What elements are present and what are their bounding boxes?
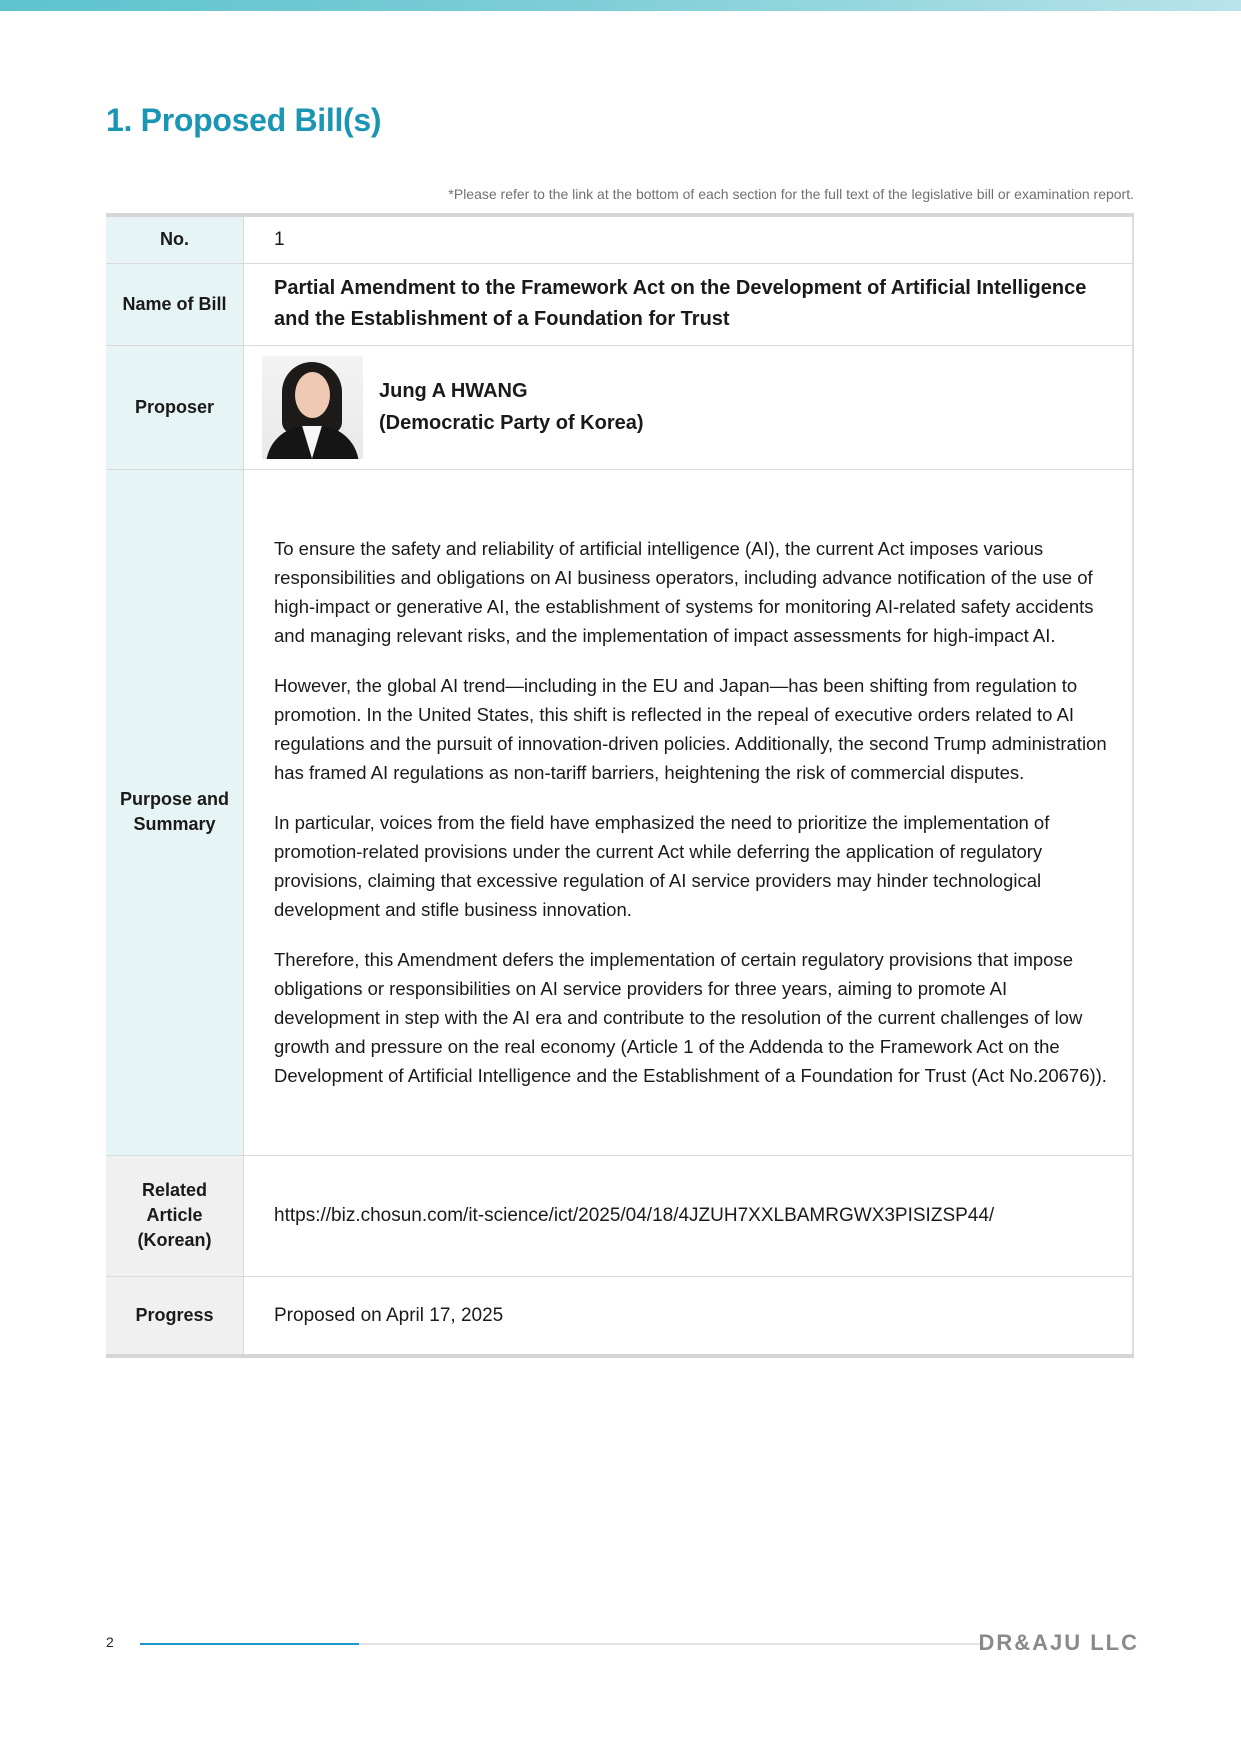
bill-table	[106, 213, 1134, 1358]
proposer-name: Jung A HWANG	[379, 380, 528, 402]
row-progress	[106, 1276, 1133, 1356]
summary-text	[244, 469, 1134, 1155]
summary-paragraph: In particular, voices from the field have emphasized the need to prioritize the implementation of promotion-related provisions under the current Act while deferring the application of regulatory provisions, claiming that excessive regulation of AI service providers may hinder technological development and stifle business innovation.	[274, 812, 1050, 920]
bill-name: Partial Amendment to the Framework Act on the Development of Artificial Intelligence and the Establishment of a Foundation for Trust	[274, 277, 1087, 330]
label-name: Name of Bill	[106, 263, 244, 345]
page-progress-fill	[140, 1643, 359, 1645]
label-purpose: Purpose and Summary	[106, 469, 244, 1155]
brand-logo: DR&AJU LLC	[978, 1630, 1139, 1655]
row-name	[106, 263, 1133, 345]
row-proposer	[106, 345, 1133, 469]
summary-paragraph: Therefore, this Amendment defers the implementation of certain regulatory provisions that impose obligations or responsibilities on AI service providers for three years, aiming to promote AI development in step with the AI era and contribute to the resolution of the current challenges of low growth and pressure on the real economy (Article 1 of the Addenda to the Framework Act on the Development of Artificial Intelligence and the Establishment of a Foundation for Trust (Act No.20676)).	[274, 949, 1107, 1086]
page-number: 2	[106, 1634, 114, 1650]
label-no: No.	[106, 215, 244, 263]
proposer-photo	[262, 356, 363, 459]
label-progress: Progress	[106, 1276, 244, 1356]
top-accent-bar	[0, 0, 1241, 11]
page-progress-bar	[140, 1643, 983, 1645]
row-no	[106, 215, 1133, 263]
label-article: Related Article (Korean)	[106, 1155, 244, 1276]
row-article	[106, 1155, 1133, 1276]
proposer-party: (Democratic Party of Korea)	[379, 412, 644, 434]
summary-paragraph: To ensure the safety and reliability of artificial intelligence (AI), the current Act imposes various responsibilities and obligations on AI business operators, including advance notification of the use of high-impact or generative AI, the establishment of systems for monitoring AI-related safety accidents and managing relevant risks, and the implementation of impact assessments for high-impact AI.	[274, 538, 1094, 646]
proposer-info	[244, 356, 1108, 459]
summary-paragraph: However, the global AI trend—including in the EU and Japan—has been shifting from regulation to promotion. In the United States, this shift is reflected in the repeal of executive orders related to AI regulations and the pursuit of innovation-driven policies. Additionally, the second Trump administration has framed AI regulations as non-tariff barriers, heightening the risk of commercial disputes.	[274, 675, 1107, 783]
label-proposer: Proposer	[106, 345, 244, 469]
section-title: 1. Proposed Bill(s)	[106, 102, 382, 138]
bill-number: 1	[244, 215, 1134, 263]
progress-status: Proposed on April 17, 2025	[244, 1276, 1134, 1356]
row-purpose	[106, 469, 1133, 1155]
reference-note: *Please refer to the link at the bottom of each section for the full text of the legislative bill or examination report.	[448, 186, 1134, 202]
related-article-link[interactable]: https://biz.chosun.com/it-science/ict/2025/04/18/4JZUH7XXLBAMRGWX3PISIZSP44/	[274, 1205, 995, 1226]
